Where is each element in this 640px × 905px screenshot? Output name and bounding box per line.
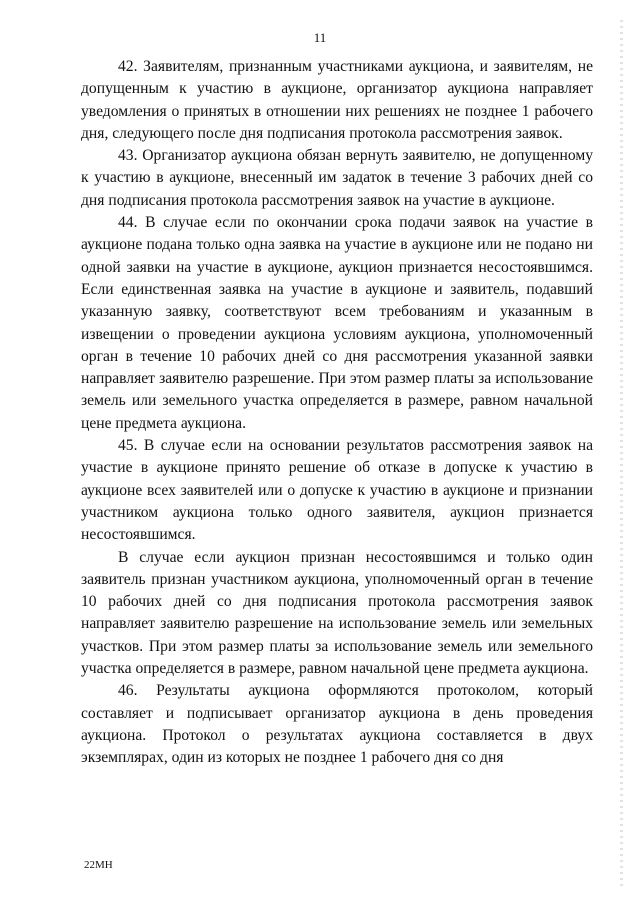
document-body (81, 56, 593, 770)
scan-edge-mark (620, 20, 623, 890)
page-number: 11 (313, 30, 327, 45)
paragraph-45-continuation: В случае если аукцион признан несостоявшимся и только один заявитель признан участником аукциона, уполномоченный орган в течение 10 рабочих дней со дня подписания протокола рассмотрения заявок направляет заявителю разрешение на использование земель или земельных участков. При этом размер платы за использование земель или земельного участка определяется в размере, равном начальной цене предмета аукциона. (81, 548, 593, 678)
footer-code: 22МН (84, 859, 113, 871)
paragraph-42: 42. Заявителям, признанным участниками аукциона, и заявителям, не допущенным к участию в аукционе, организатор аукциона направляет уведомления о принятых в отношении них решениях не позднее 1 рабочего дня, следующего после дня подписания протокола рассмотрения заявок. (81, 58, 593, 142)
paragraph-43: 43. Организатор аукциона обязан вернуть заявителю, не допущенному к участию в аукционе, внесенный им задаток в течение 3 рабочих дней со дня подписания протокола рассмотрения заявок на участие в аукционе. (81, 147, 593, 209)
paragraph-44: 44. В случае если по окончании срока подачи заявок на участие в аукционе подана только одна заявка на участие в аукционе или не подано ни одной заявки на участие в аукционе, аукцион признается несостоявшимся. Если единственная заявка на участие в аукционе и заявитель, подавший указанную заявку, соответствуют всем требованиям и указанным в извещении о проведении аукциона условиям аукциона, уполномоченный орган в течение 10 рабочих дней со дня рассмотрения указанной заявки направляет заявителю разрешение. При этом размер платы за использование земель или земельного участка определяется в размере, равном начальной цене предмета аукциона. (81, 214, 593, 432)
paragraph-45: 45. В случае если на основании результатов рассмотрения заявок на участие в аукционе принято решение об отказе в допуске к участию в аукционе всех заявителей или о допуске к участию в аукционе и признании участником аукциона только одного заявителя, аукцион признается несостоявшимся. (81, 437, 593, 544)
paragraph-46: 46. Результаты аукциона оформляются протоколом, который составляет и подписывает организатор аукциона в день проведения аукциона. Протокол о результатах аукциона составляется в двух экземплярах, один из которых не позднее 1 рабочего дня со дня (81, 682, 593, 767)
